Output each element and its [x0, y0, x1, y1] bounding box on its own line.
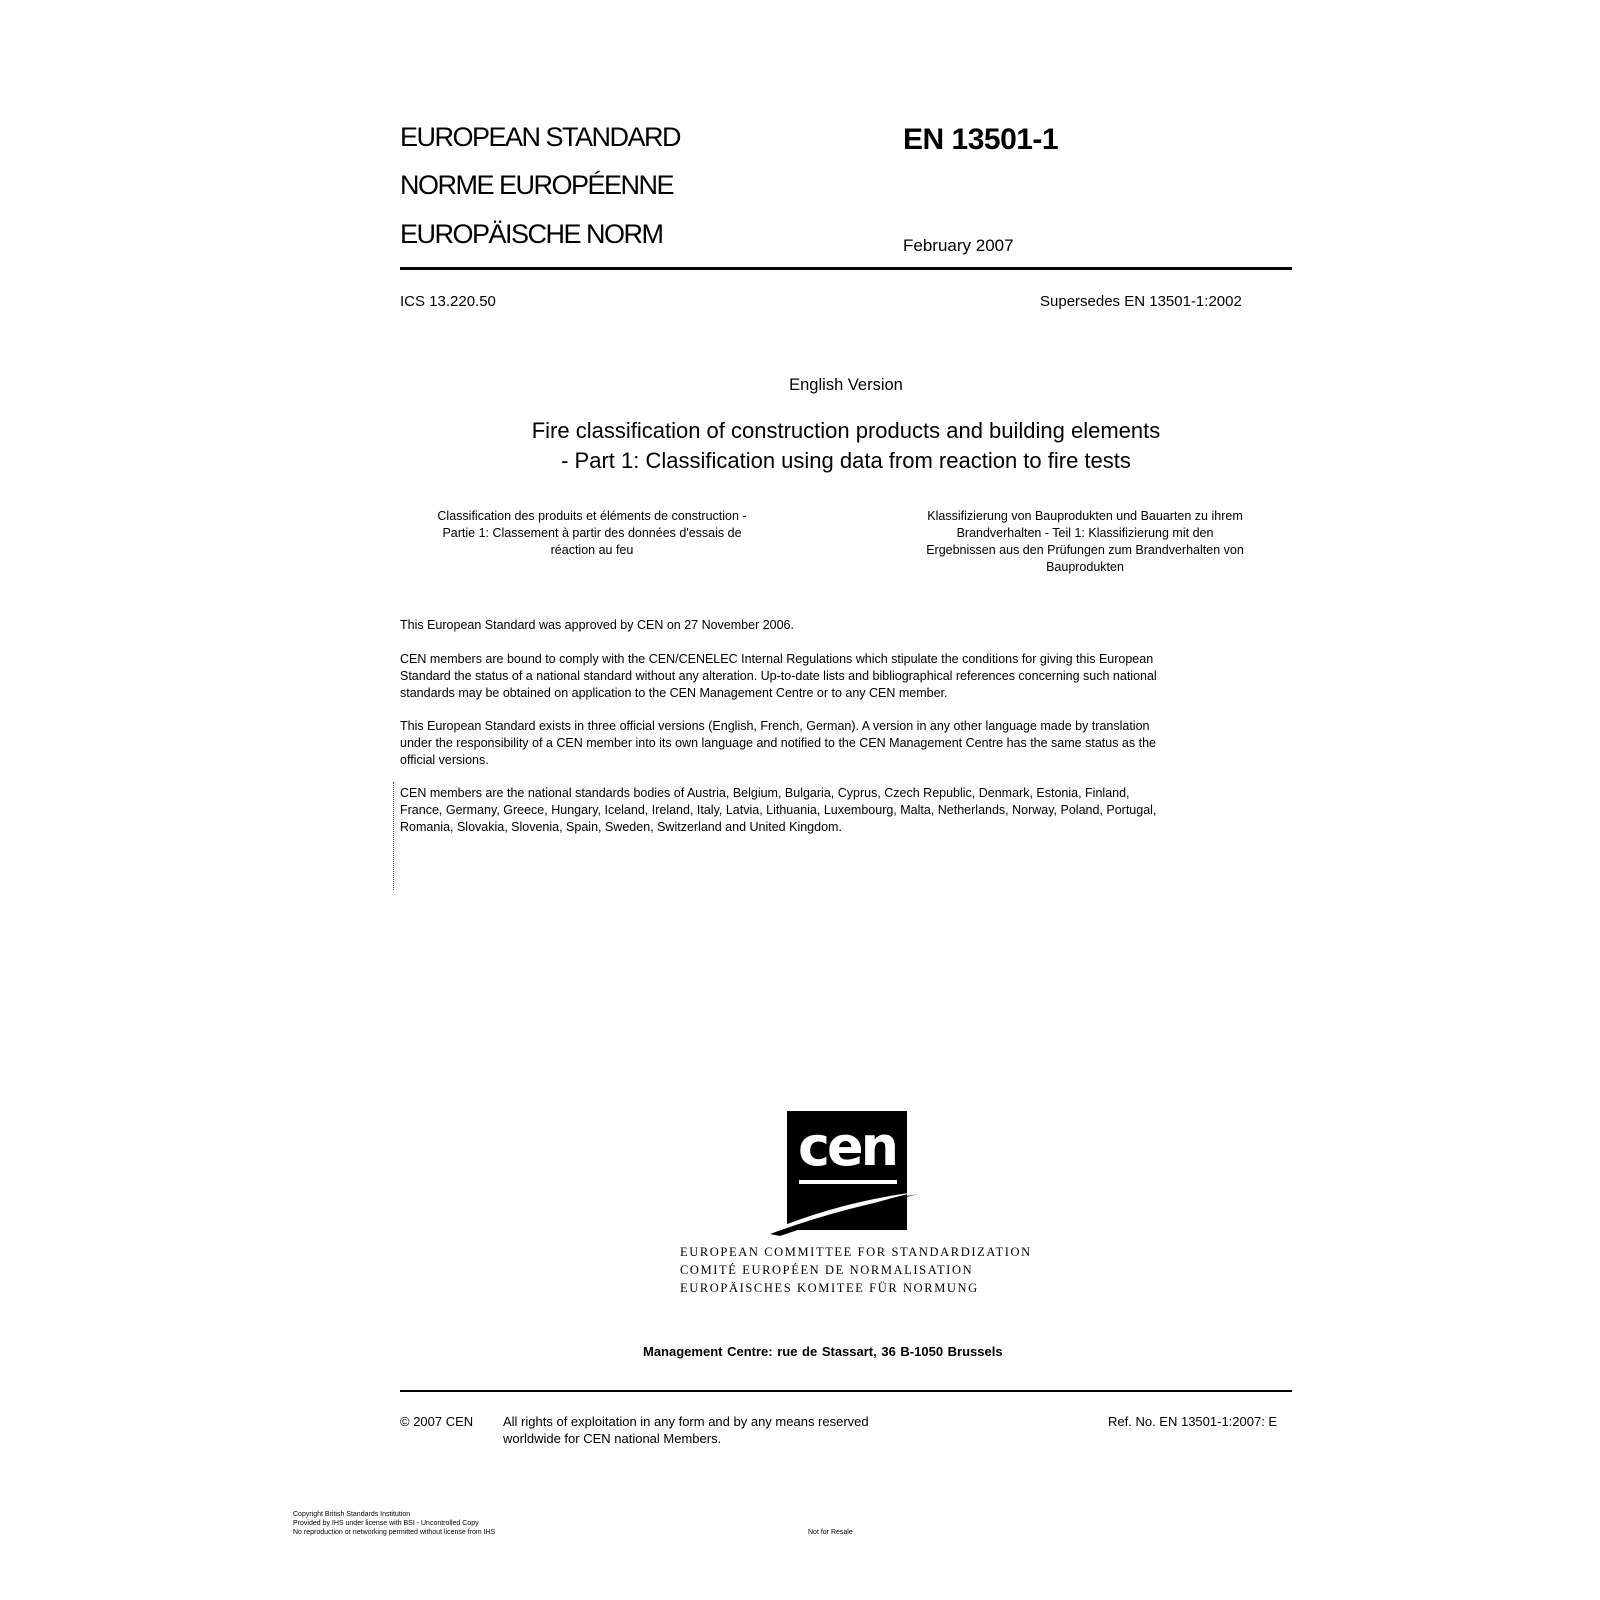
watermark-line: No reproduction or networking permitted without license from IHS	[293, 1529, 496, 1536]
cen-logo-swoosh	[770, 1186, 920, 1236]
committee-names	[680, 1243, 1032, 1297]
title-line-1: Fire classification of construction products and building elements	[531, 418, 1161, 443]
license-watermark	[293, 1510, 495, 1537]
subtitle-line: réaction au feu	[550, 543, 634, 557]
supersedes: Supersedes EN 13501-1:2002	[1040, 293, 1242, 310]
standard-number: EN 13501-1	[903, 123, 1059, 156]
cen-logo-underline	[799, 1180, 897, 1184]
rights-line: All rights of exploitation in any form and by any means reserved	[503, 1414, 869, 1429]
subtitle-line: Partie 1: Classement à partir des données d'essais de	[442, 526, 742, 540]
paragraph-line: CEN members are the national standards bodies of Austria, Belgium, Bulgaria, Cyprus, Czech Republic, Denmark, Estonia, Finland,	[400, 786, 1130, 800]
paragraph-line: This European Standard exists in three official versions (English, French, German). A version in any other language made by translation	[400, 719, 1150, 733]
rights-line: worldwide for CEN national Members.	[503, 1431, 722, 1446]
publication-date: February 2007	[903, 236, 1014, 255]
watermark-line: Copyright British Standards Institution	[293, 1511, 411, 1518]
title-french: NORME EUROPÉENNE	[400, 170, 674, 200]
paragraph-line: under the responsibility of a CEN member into its own language and notified to the CEN Management Centre has the same status as the	[400, 736, 1156, 750]
subtitle-line: Bauprodukten	[1046, 560, 1124, 574]
title-german: EUROPÄISCHE NORM	[400, 219, 663, 249]
subtitle-line: Brandverhalten - Teil 1: Klassifizierung mit den	[956, 526, 1214, 540]
management-centre-address: Management Centre: rue de Stassart, 36 B-1050 Brussels	[643, 1344, 1003, 1359]
change-bar	[393, 782, 394, 890]
copyright: © 2007 CEN	[400, 1414, 474, 1429]
cen-logo-text: cen	[797, 1115, 897, 1178]
paragraph-line: Standard the status of a national standard without any alteration. Up-to-date lists and bibliographical references concerning such national	[400, 669, 1157, 683]
version-label: English Version	[789, 376, 903, 394]
rights-statement	[503, 1413, 943, 1447]
header-divider	[400, 267, 1292, 270]
members-paragraph	[400, 785, 1292, 836]
watermark-line: Provided by IHS under license with BSI - Uncontrolled Copy	[293, 1520, 479, 1527]
compliance-paragraph	[400, 651, 1292, 702]
ics-code: ICS 13.220.50	[400, 293, 496, 310]
not-for-resale: Not for Resale	[808, 1529, 853, 1536]
paragraph-line: France, Germany, Greece, Hungary, Iceland, Ireland, Italy, Latvia, Lithuania, Luxembourg, Malta, Netherlands, Norway, Poland, Portugal,	[400, 803, 1157, 817]
approval-text: This European Standard was approved by CEN on 27 November 2006.	[400, 618, 794, 632]
title-line-2: - Part 1: Classification using data from reaction to fire tests	[561, 448, 1131, 473]
subtitle-french	[392, 508, 792, 559]
paragraph-line: CEN members are bound to comply with the CEN/CENELEC Internal Regulations which stipulate the conditions for giving this European	[400, 652, 1154, 666]
committee-french: COMITÉ EUROPÉEN DE NORMALISATION	[680, 1263, 974, 1277]
committee-english: EUROPEAN COMMITTEE FOR STANDARDIZATION	[680, 1245, 1032, 1259]
title-english: EUROPEAN STANDARD	[400, 122, 681, 152]
subtitle-line: Klassifizierung von Bauprodukten und Bauarten zu ihrem	[927, 509, 1243, 523]
committee-german: EUROPÄISCHES KOMITEE FÜR NORMUNG	[680, 1281, 979, 1295]
versions-paragraph	[400, 718, 1292, 769]
footer-divider	[400, 1390, 1292, 1392]
paragraph-line: standards may be obtained on application to the CEN Management Centre or to any CEN member.	[400, 686, 948, 700]
paragraph-line: Romania, Slovakia, Slovenia, Spain, Sweden, Switzerland and United Kingdom.	[400, 820, 842, 834]
subtitle-line: Classification des produits et éléments de construction -	[437, 509, 747, 523]
document-title	[400, 416, 1292, 476]
subtitle-german	[880, 508, 1290, 576]
subtitle-line: Ergebnissen aus den Prüfungen zum Brandverhalten von	[926, 543, 1244, 557]
paragraph-line: official versions.	[400, 753, 489, 767]
approval-statement	[400, 617, 1292, 634]
reference-number: Ref. No. EN 13501-1:2007: E	[1108, 1414, 1278, 1429]
